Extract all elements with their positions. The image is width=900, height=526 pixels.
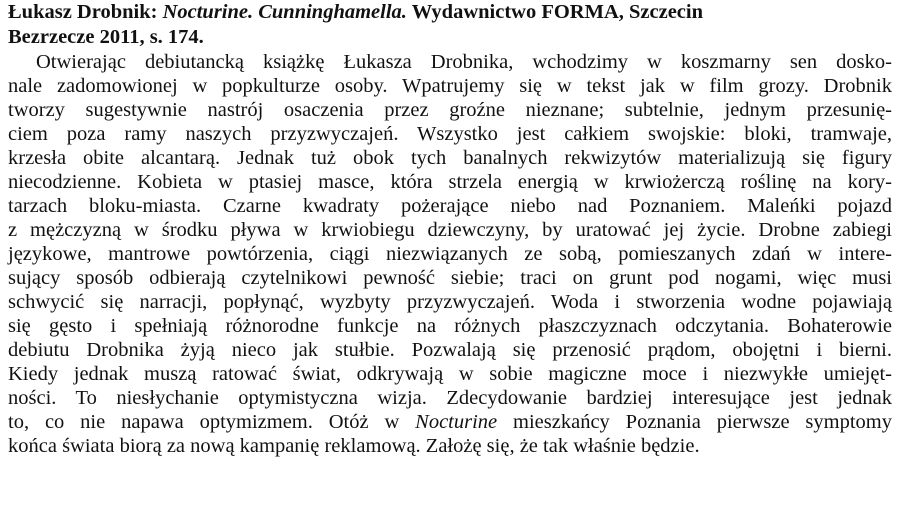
body-line: krzesła obite alcantarą. Jednak tuż obok tych banalnych rekwizytów materializują się figury: [8, 147, 892, 169]
body-line: tworzy sugestywnie nastrój osaczenia przez groźne nieznane; subtelnie, jednym przesunię-: [8, 99, 892, 121]
heading-publisher-cont: Bezrzecze 2011, s. 174.: [8, 26, 204, 48]
body-line: ciem poza ramy naszych przyzwyczajeń. Wszystko jest całkiem swojskie: bloki, tramwaje,: [8, 123, 892, 145]
body-line: niecodzienne. Kobieta w ptasiej masce, która strzela energią w krwiożerczą roślinę na kory-: [8, 171, 892, 193]
line-end: mieszkańcy Poznania pierwsze symptomy: [497, 411, 892, 433]
heading-author: Łukasz Drobnik:: [8, 1, 158, 23]
body-line: nale zadomowionej w popkulturze osoby. Wpatrujemy się w tekst jak w film grozy. Drobnik: [8, 75, 892, 97]
body-line: sujący sposób odbierają czytelnikowi pewność siebie; traci on grunt pod nogami, więc musi: [8, 267, 892, 289]
heading-publisher: Wydawnictwo FORMA, Szczecin: [411, 1, 704, 23]
body-line: Otwierając debiutancką książkę Łukasza Drobnika, wchodzimy w koszmarny sen dosko-: [36, 51, 892, 73]
heading-title: Nocturine. Cunninghamella.: [162, 1, 407, 23]
body-line: końca świata biorą za nową kampanię reklamową. Założę się, że tak właśnie będzie.: [8, 435, 700, 457]
review-heading-line2: [8, 25, 898, 50]
body-line: Kiedy jednak muszą ratować świat, odkrywają w sobie magiczne moce i niezwykłe umiejęt-: [8, 363, 892, 385]
body-line: się gęsto i spełniają różnorodne funkcje na różnych płaszczyznach odczytania. Bohaterowie: [8, 315, 892, 337]
body-line-with-italic: [8, 410, 892, 434]
body-line: ności. To niesłychanie optymistyczna wizja. Zdecydowanie bardziej interesujące jest jednak: [8, 387, 892, 409]
body-line: językowe, mantrowe powtórzenia, ciągi niezwiązanych ze sobą, pomieszanych zdań w intere-: [8, 243, 892, 265]
review-body: [8, 50, 898, 458]
body-line: tarzach bloku-miasta. Czarne kwadraty pożerające niebo nad Poznaniem. Maleńki pojazd: [8, 195, 892, 217]
body-line: z mężczyzną w środku pływa w krwiobiegu dziewczyny, by uratować jej życie. Drobne zabiegi: [8, 219, 892, 241]
line-start: to, co nie napawa optymizmem. Otóż w: [8, 411, 416, 433]
body-line: schwycić się narracji, popłynąć, wyzbyty przyzwyczajeń. Woda i stworzenia wodne pojawiają: [8, 291, 892, 313]
book-title-italic: Nocturine: [415, 411, 498, 433]
review-page: [8, 0, 898, 458]
body-line: debiutu Drobnika żyją nieco jak stułbie. Pozwalają się przenosić prądom, obojętni i bierni.: [8, 339, 892, 361]
review-heading: [8, 0, 898, 25]
